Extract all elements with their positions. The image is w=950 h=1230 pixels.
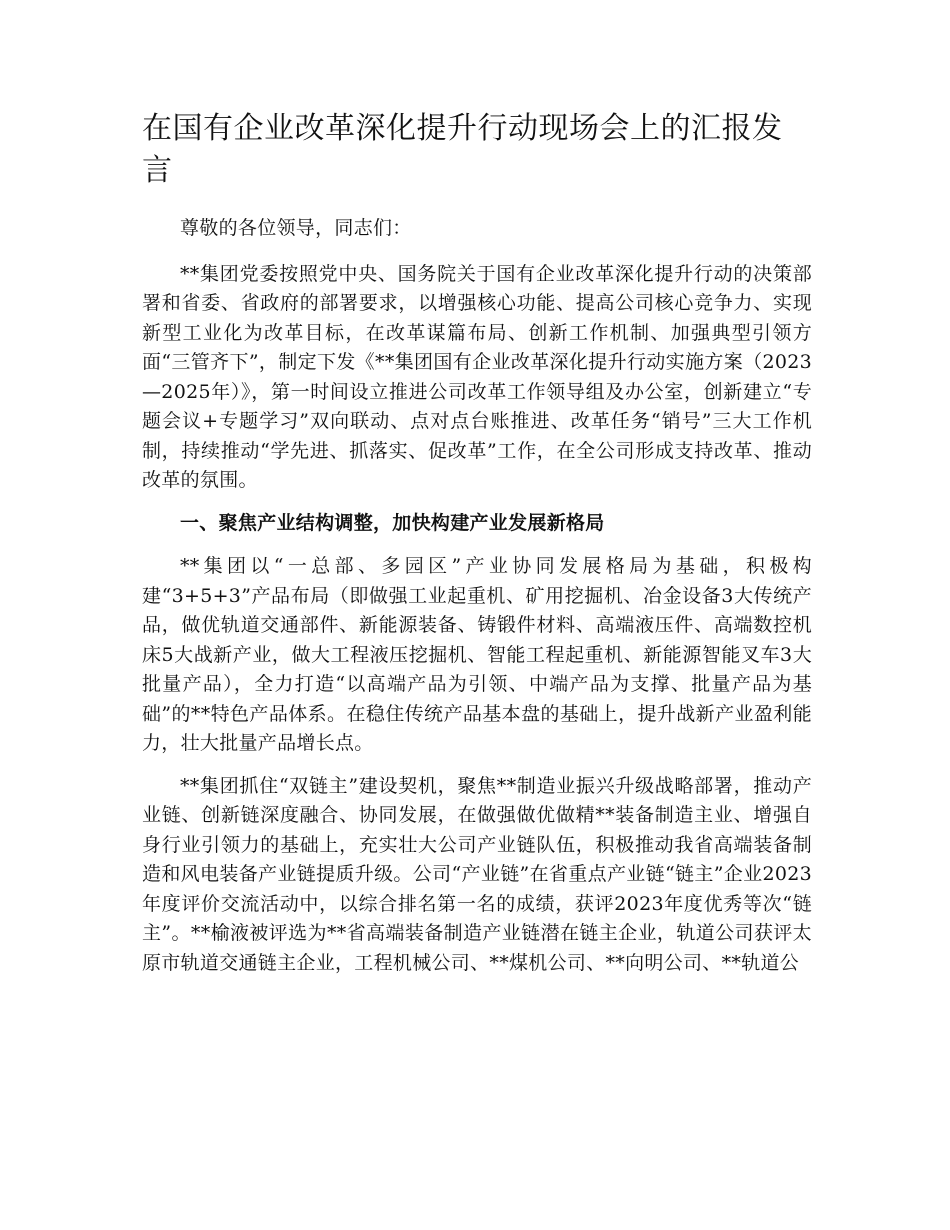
- salutation: 尊敬的各位领导，同志们：: [180, 217, 412, 239]
- intro-paragraph: **集团党委按照党中央、国务院关于国有企业改革深化提升行动的决策部署和省委、省政府的部署要求，以增强核心功能、提高公司核心竞争力、实现新型工业化为改革目标，在改革谋篇布局、创新工作机制、加强典型引领方面“三管齐下”，制定下发《**集团国有企业改革深化提升行动实施方案（2023—2025年）》，第一时间设立推进公司改革工作领导组及办公室，创新建立“专题会议+专题学习”双向联动、点对点台账推进、改革任务“销号”三大工作机制，持续推动“学先进、抓落实、促改革”工作，在全公司形成支持改革、推动改革的氛围。: [142, 262, 812, 491]
- section-paragraph-2: **集团抓住“双链主”建设契机，聚焦**制造业振兴升级战略部署，推动产业链、创新链深度融合、协同发展，在做强做优做精**装备制造主业、增强自身行业引领力的基础上，充实壮大公司产业链队伍，积极推动我省高端装备制造和风电装备产业链提质升级。公司“产业链”在省重点产业链“链主”企业2023年度评价交流活动中，以综合排名第一名的成绩，获评2023年度优秀等次“链主”。**榆液被评选为**省高端装备制造产业链潜在链主企业，轨道公司获评太原市轨道交通链主企业，工程机械公司、**煤机公司、**向明公司、**轨道公: [142, 774, 812, 974]
- section-paragraph-1: **集团以“一总部、多园区”产业协同发展格局为基础，积极构建“3+5+3”产品布局（即做强工业起重机、矿用挖掘机、冶金设备3大传统产品，做优轨道交通部件、新能源装备、铸锻件材料、高端液压件、高端数控机床5大战新产业，做大工程液压挖掘机、智能工程起重机、新能源智能叉车3大批量产品），全力打造“以高端产品为引领、中端产品为支撑、批量产品为基础”的**特色产品体系。在稳住传统产品基本盘的基础上，提升战新产业盈利能力，壮大批量产品增长点。: [142, 555, 812, 754]
- section-heading: 一、聚焦产业结构调整，加快构建产业发展新格局: [180, 511, 605, 534]
- document-title: 在国有企业改革深化提升行动现场会上的汇报发言: [142, 111, 783, 188]
- document-page: [142, 108, 812, 991]
